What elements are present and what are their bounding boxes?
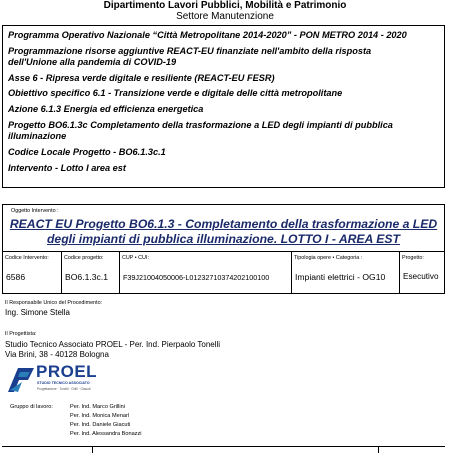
responsabile-label: Il Responsabile Unico del Procedimento: [5, 300, 103, 306]
progettista-line1: Studio Tecnico Associato PROEL - Per. Ind. Pierpaolo Tonelli [5, 340, 221, 349]
tipologia-label: Tipologia opere • Categoria : [294, 255, 363, 261]
codice-progetto-cell [62, 252, 120, 293]
responsabile-name: Ing. Simone Stella [5, 308, 70, 317]
proel-logo [6, 364, 118, 394]
tipologia-value: Impianti elettrici - OG10 [295, 272, 386, 282]
oggetto-title-line1: REACT EU Progetto BO6.1.3 - Completamento della trasformazione a LED [9, 217, 438, 231]
oggetto-box [2, 204, 445, 252]
logo-small-text: Progettazione · Tonelli · Grilli · Giacuti [37, 387, 91, 391]
codice-intervento-cell [3, 252, 62, 293]
department-title: Dipartimento Lavori Pubblici, Mobilità e Patrimonio [103, 0, 347, 11]
program-line: dell'Unione alla pandemia di COVID-19 [8, 57, 177, 67]
program-line: Programma Operativo Nazionale “Città Metropolitane 2014-2020” - PON METRO 2014 - 2020 [8, 30, 407, 40]
progettista-label: Il Progettista: [5, 331, 37, 337]
codes-table [2, 252, 445, 294]
oggetto-title-line2: degli impianti di pubblica illuminazione. LOTTO I - AREA EST [46, 232, 400, 246]
program-line: Programmazione risorse aggiuntive REACT-EU finanziate nell'ambito della risposta [8, 46, 372, 56]
logo-text: PROEL [36, 362, 98, 381]
settore-subtitle: Settore Manutenzione [176, 11, 274, 22]
cup-cui-label: CUP • CUI: [122, 255, 149, 261]
progetto-cell [400, 252, 446, 293]
program-line: Codice Locale Progetto - BO6.1.3c.1 [8, 147, 166, 157]
program-line: Obiettivo specifico 6.1 - Transizione verde e digitale delle città metropolitane [8, 88, 343, 98]
program-line: Intervento - Lotto I area est [8, 163, 126, 173]
program-info-box [2, 25, 445, 188]
codice-progetto-value: BO6.1.3c.1 [65, 272, 108, 282]
gruppo-label: Gruppo di lavoro: [10, 404, 53, 410]
tipologia-cell [292, 252, 400, 293]
progettista-line2: Via Brini, 38 - 40128 Bologna [5, 350, 109, 359]
gruppo-member: Per. Ind. Marco Grillini [70, 404, 126, 410]
codice-intervento-label: Codice Intervento: [5, 255, 49, 261]
codice-intervento-value: 6586 [6, 272, 26, 282]
codice-progetto-label: Codice progetto: [64, 255, 104, 261]
cup-cui-cell [120, 252, 292, 293]
gruppo-member: Per. Ind. Alessandra Bonazzi [70, 431, 142, 437]
gruppo-member: Per. Ind. Monica Menarl [70, 413, 130, 419]
program-line: Azione 6.1.3 Energia ed efficienza energetica [8, 104, 204, 114]
program-line: Asse 6 - Ripresa verde digitale e resiliente (REACT-EU FESR) [8, 73, 275, 83]
gruppo-member: Per. Ind. Daniele Giacuti [70, 422, 131, 428]
progetto-label: Progetto: [402, 255, 424, 261]
proel-logo-mark-icon [6, 364, 36, 394]
oggetto-label: Oggetto Intervento : [11, 208, 59, 214]
logo-subtitle: STUDIO TECNICO ASSOCIATO [37, 381, 90, 385]
program-line: illuminazione [8, 131, 67, 141]
cup-cui-value: F39J21004050006-L01232710374202100100 [123, 273, 270, 282]
program-line: Progetto BO6.1.3c Completamento della trasformazione a LED degli impianti di pubblica [8, 120, 393, 130]
progetto-value: Esecutivo [403, 272, 439, 281]
